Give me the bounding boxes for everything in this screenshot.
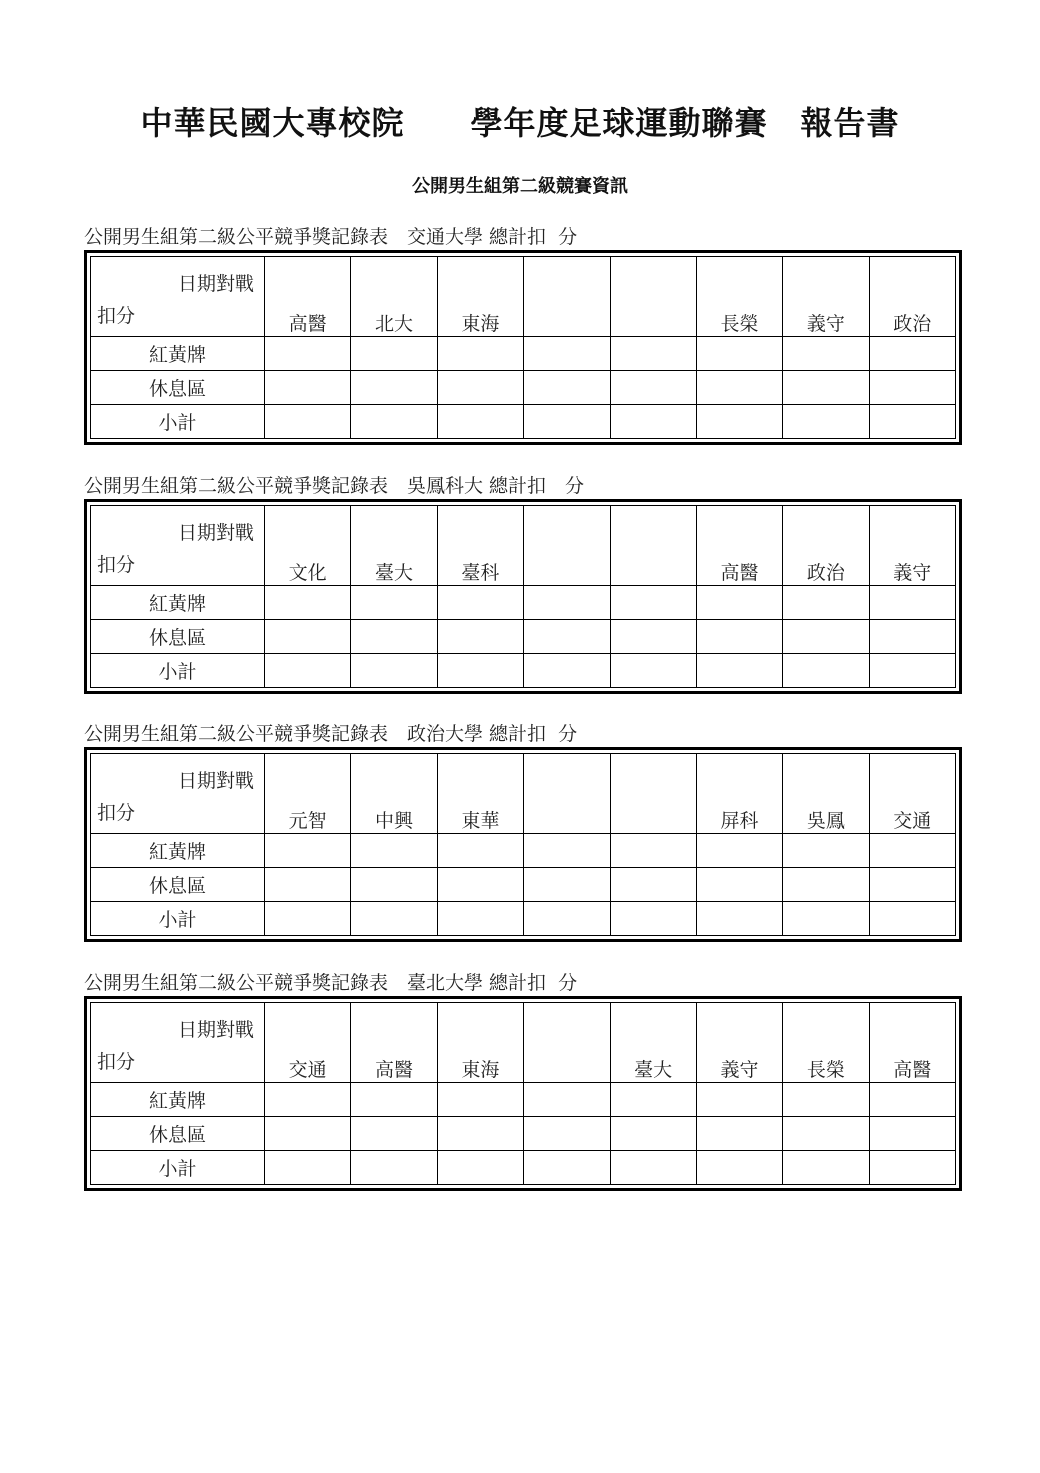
- subtotal-row: [91, 405, 956, 439]
- opponent-cell: 義守: [696, 1003, 782, 1083]
- entry-cell: [610, 1083, 696, 1117]
- record-table-frame: [84, 747, 962, 942]
- entry-cell: [524, 371, 610, 405]
- table-caption: 公開男生組第二級公平競爭獎記錄表 吳鳳科大 總計扣 分: [84, 475, 585, 497]
- entry-cell: [437, 1151, 523, 1185]
- opponent-cell: 吳鳳: [783, 754, 869, 834]
- opponent-cell: [524, 257, 610, 337]
- entry-cell: [265, 620, 351, 654]
- opponent-cell: 高醫: [869, 1003, 955, 1083]
- opponent-cell: 臺科: [437, 506, 523, 586]
- deduction-label: 扣分: [97, 802, 136, 824]
- entry-cell: [610, 337, 696, 371]
- entry-cell: [351, 1151, 437, 1185]
- opponent-cell: 東海: [437, 1003, 523, 1083]
- entry-cell: [610, 834, 696, 868]
- entry-cell: [265, 1117, 351, 1151]
- entry-cell: [524, 620, 610, 654]
- entry-cell: [524, 654, 610, 688]
- opponent-cell: 政治: [783, 506, 869, 586]
- entry-cell: [351, 834, 437, 868]
- entry-cell: [869, 868, 955, 902]
- record-section-3: [84, 721, 962, 942]
- opponent-cell: 東華: [437, 754, 523, 834]
- opponent-cell: 交通: [869, 754, 955, 834]
- table-header-row: [91, 1003, 956, 1083]
- entry-cell: [610, 654, 696, 688]
- corner-cell: [91, 754, 265, 834]
- entry-cell: [351, 337, 437, 371]
- entry-cell: [524, 1151, 610, 1185]
- entry-cell: [783, 337, 869, 371]
- document-subtitle: 公開男生組第二級競賽資訊: [412, 176, 628, 197]
- entry-cell: [524, 1083, 610, 1117]
- card-label: 紅黃牌: [91, 586, 265, 620]
- entry-cell: [437, 902, 523, 936]
- subtotal-label: 小計: [91, 654, 265, 688]
- opponent-cell: 高醫: [351, 1003, 437, 1083]
- entry-cell: [437, 586, 523, 620]
- opponent-cell: [524, 506, 610, 586]
- record-table: [90, 256, 956, 439]
- entry-cell: [524, 834, 610, 868]
- entry-cell: [437, 371, 523, 405]
- opponent-cell: 元智: [265, 754, 351, 834]
- entry-cell: [351, 1083, 437, 1117]
- deduction-label: 扣分: [97, 554, 136, 576]
- entry-cell: [869, 371, 955, 405]
- entry-cell: [869, 586, 955, 620]
- opponent-cell: 臺大: [610, 1003, 696, 1083]
- entry-cell: [696, 586, 782, 620]
- entry-cell: [783, 902, 869, 936]
- table-caption: 公開男生組第二級公平競爭獎記錄表 政治大學 總計扣 分: [84, 723, 578, 745]
- opponent-cell: 長榮: [696, 257, 782, 337]
- deduction-label: 扣分: [97, 1051, 136, 1073]
- record-table: [90, 505, 956, 688]
- entry-cell: [351, 1117, 437, 1151]
- entry-cell: [524, 1117, 610, 1151]
- opponent-cell: 長榮: [783, 1003, 869, 1083]
- entry-cell: [351, 371, 437, 405]
- subtotal-row: [91, 654, 956, 688]
- corner-cell: [91, 257, 265, 337]
- date-vs-label: 日期對戰: [177, 273, 254, 295]
- card-row: [91, 337, 956, 371]
- record-table-frame: [84, 499, 962, 694]
- opponent-cell: [524, 754, 610, 834]
- rest-row: [91, 371, 956, 405]
- entry-cell: [265, 1083, 351, 1117]
- entry-cell: [265, 868, 351, 902]
- entry-cell: [351, 868, 437, 902]
- entry-cell: [265, 337, 351, 371]
- rest-label: 休息區: [91, 1117, 265, 1151]
- entry-cell: [265, 586, 351, 620]
- entry-cell: [783, 405, 869, 439]
- subtotal-label: 小計: [91, 1151, 265, 1185]
- opponent-cell: 中興: [351, 754, 437, 834]
- entry-cell: [696, 337, 782, 371]
- entry-cell: [696, 620, 782, 654]
- record-section-4: [84, 970, 962, 1191]
- opponent-cell: 臺大: [351, 506, 437, 586]
- entry-cell: [524, 868, 610, 902]
- date-vs-label: 日期對戰: [177, 522, 254, 544]
- card-row: [91, 834, 956, 868]
- opponent-cell: 北大: [351, 257, 437, 337]
- card-label: 紅黃牌: [91, 1083, 265, 1117]
- entry-cell: [437, 1083, 523, 1117]
- rest-row: [91, 868, 956, 902]
- rest-label: 休息區: [91, 371, 265, 405]
- date-vs-label: 日期對戰: [177, 770, 254, 792]
- entry-cell: [351, 586, 437, 620]
- entry-cell: [696, 654, 782, 688]
- entry-cell: [351, 902, 437, 936]
- entry-cell: [869, 337, 955, 371]
- entry-cell: [869, 405, 955, 439]
- opponent-cell: 屏科: [696, 754, 782, 834]
- subtotal-label: 小計: [91, 405, 265, 439]
- entry-cell: [696, 1083, 782, 1117]
- entry-cell: [265, 902, 351, 936]
- entry-cell: [265, 405, 351, 439]
- entry-cell: [437, 405, 523, 439]
- opponent-cell: [610, 506, 696, 586]
- entry-cell: [524, 902, 610, 936]
- record-table-frame: [84, 996, 962, 1191]
- entry-cell: [783, 654, 869, 688]
- entry-cell: [351, 654, 437, 688]
- card-label: 紅黃牌: [91, 834, 265, 868]
- date-vs-label: 日期對戰: [177, 1019, 254, 1041]
- deduction-label: 扣分: [97, 305, 136, 327]
- entry-cell: [696, 405, 782, 439]
- entry-cell: [437, 1117, 523, 1151]
- entry-cell: [696, 868, 782, 902]
- entry-cell: [610, 1117, 696, 1151]
- entry-cell: [437, 337, 523, 371]
- entry-cell: [869, 1151, 955, 1185]
- entry-cell: [610, 868, 696, 902]
- corner-cell: [91, 1003, 265, 1083]
- entry-cell: [869, 834, 955, 868]
- table-caption: 公開男生組第二級公平競爭獎記錄表 交通大學 總計扣 分: [84, 226, 578, 248]
- entry-cell: [351, 620, 437, 654]
- entry-cell: [265, 654, 351, 688]
- card-label: 紅黃牌: [91, 337, 265, 371]
- entry-cell: [696, 1117, 782, 1151]
- entry-cell: [696, 834, 782, 868]
- entry-cell: [524, 337, 610, 371]
- opponent-cell: 高醫: [696, 506, 782, 586]
- entry-cell: [610, 586, 696, 620]
- entry-cell: [265, 371, 351, 405]
- entry-cell: [265, 834, 351, 868]
- card-row: [91, 1083, 956, 1117]
- entry-cell: [437, 834, 523, 868]
- entry-cell: [610, 902, 696, 936]
- corner-cell: [91, 506, 265, 586]
- subtotal-row: [91, 902, 956, 936]
- entry-cell: [696, 371, 782, 405]
- opponent-cell: 義守: [783, 257, 869, 337]
- entry-cell: [869, 902, 955, 936]
- rest-label: 休息區: [91, 620, 265, 654]
- table-header-row: [91, 257, 956, 337]
- entry-cell: [696, 902, 782, 936]
- entry-cell: [265, 1151, 351, 1185]
- table-header-row: [91, 754, 956, 834]
- entry-cell: [524, 586, 610, 620]
- record-table: [90, 1002, 956, 1185]
- entry-cell: [869, 1117, 955, 1151]
- card-row: [91, 586, 956, 620]
- rest-label: 休息區: [91, 868, 265, 902]
- entry-cell: [610, 371, 696, 405]
- entry-cell: [783, 834, 869, 868]
- rest-row: [91, 620, 956, 654]
- opponent-cell: 東海: [437, 257, 523, 337]
- entry-cell: [610, 405, 696, 439]
- opponent-cell: 政治: [869, 257, 955, 337]
- opponent-cell: [610, 257, 696, 337]
- entry-cell: [610, 620, 696, 654]
- entry-cell: [783, 1083, 869, 1117]
- record-table-frame: [84, 250, 962, 445]
- subtotal-row: [91, 1151, 956, 1185]
- entry-cell: [610, 1151, 696, 1185]
- entry-cell: [437, 620, 523, 654]
- entry-cell: [869, 1083, 955, 1117]
- subtotal-label: 小計: [91, 902, 265, 936]
- entry-cell: [869, 620, 955, 654]
- entry-cell: [783, 868, 869, 902]
- entry-cell: [783, 620, 869, 654]
- entry-cell: [696, 1151, 782, 1185]
- entry-cell: [783, 371, 869, 405]
- record-section-2: [84, 473, 962, 694]
- entry-cell: [351, 405, 437, 439]
- rest-row: [91, 1117, 956, 1151]
- entry-cell: [869, 654, 955, 688]
- entry-cell: [783, 586, 869, 620]
- entry-cell: [524, 405, 610, 439]
- entry-cell: [783, 1117, 869, 1151]
- entry-cell: [437, 654, 523, 688]
- opponent-cell: [524, 1003, 610, 1083]
- record-section-1: [84, 224, 962, 445]
- record-table: [90, 753, 956, 936]
- opponent-cell: 交通: [265, 1003, 351, 1083]
- entry-cell: [783, 1151, 869, 1185]
- entry-cell: [437, 868, 523, 902]
- table-header-row: [91, 506, 956, 586]
- opponent-cell: 義守: [869, 506, 955, 586]
- opponent-cell: 文化: [265, 506, 351, 586]
- opponent-cell: [610, 754, 696, 834]
- table-caption: 公開男生組第二級公平競爭獎記錄表 臺北大學 總計扣 分: [84, 972, 578, 994]
- opponent-cell: 高醫: [265, 257, 351, 337]
- document-title: 中華民國大專校院 學年度足球運動聯賽 報告書: [140, 104, 900, 142]
